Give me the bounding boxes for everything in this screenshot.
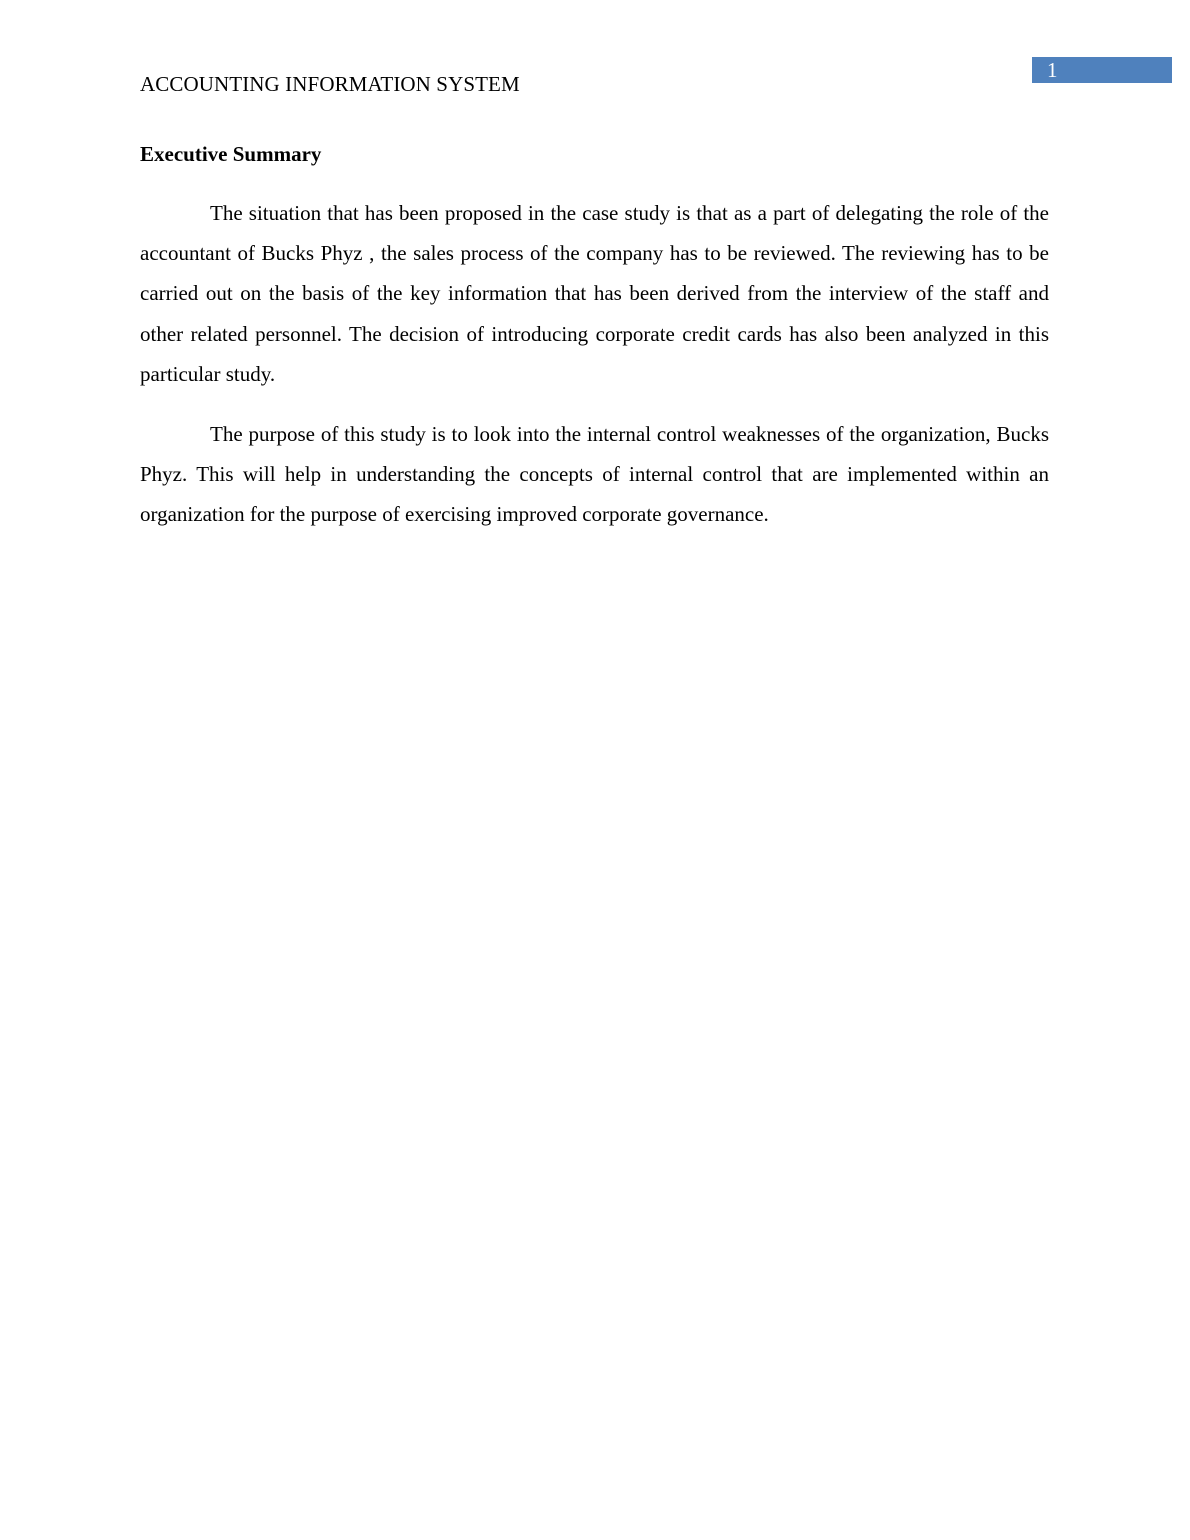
body-paragraph: The situation that has been proposed in the case study is that as a part of delegating the role of the accountant of Bucks Phyz , the sales process of the company has to be reviewed. The reviewing has to be carried out on the basis of the key information that has been derived from the interview of the staff and other related personnel. The decision of introducing corporate credit cards has also been analyzed in this particular study. [140,201,1049,386]
body-paragraph: The purpose of this study is to look into the internal control weaknesses of the organization, Bucks Phyz. This will help in understanding the concepts of internal control that are implemented within an organization for the purpose of exercising improved corporate governance. [140,422,1049,527]
page-number: 1 [1032,57,1172,83]
running-head: ACCOUNTING INFORMATION SYSTEM [140,72,520,96]
section-heading: Executive Summary [140,142,322,166]
